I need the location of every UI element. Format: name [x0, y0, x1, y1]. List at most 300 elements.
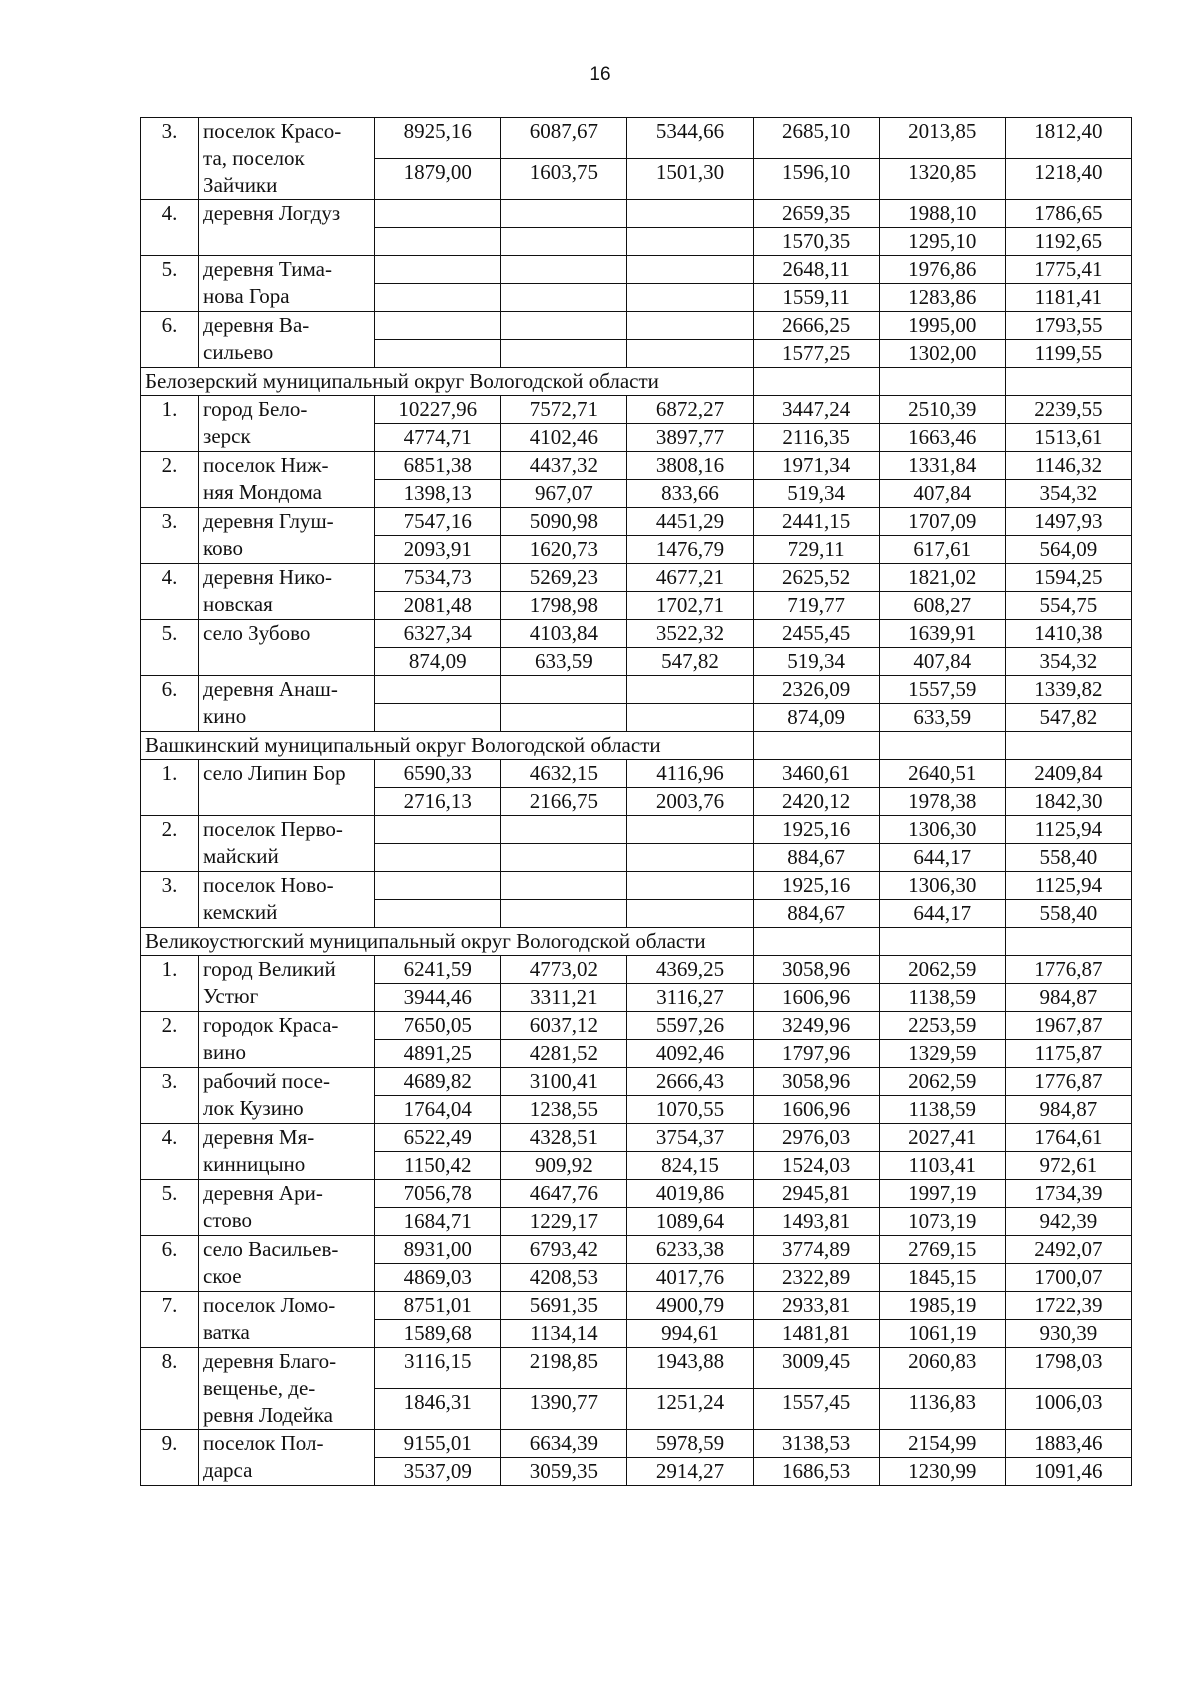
value-cell: 1501,30	[627, 159, 753, 200]
table-row	[141, 312, 1132, 340]
value-cell: 3009,45	[753, 1348, 879, 1389]
settlement-name	[199, 564, 375, 620]
value-cell: 2666,25	[753, 312, 879, 340]
value-cell	[375, 900, 501, 928]
value-cell: 7547,16	[375, 508, 501, 536]
value-cell	[501, 676, 627, 704]
value-cell: 4451,29	[627, 508, 753, 536]
value-cell: 6037,12	[501, 1012, 627, 1040]
value-cell: 4208,53	[501, 1264, 627, 1292]
value-cell: 4102,46	[501, 424, 627, 452]
value-cell	[375, 284, 501, 312]
settlement-name-line: село Липин Бор	[203, 761, 346, 785]
row-index: 4.	[141, 200, 199, 256]
value-cell: 1398,13	[375, 480, 501, 508]
settlement-name-line: ревня Лодейка	[203, 1403, 333, 1427]
value-cell: 930,39	[1005, 1320, 1131, 1348]
settlement-name-line: новская	[203, 592, 273, 616]
settlement-name	[199, 1068, 375, 1124]
settlement-name-line: та, поселок	[203, 146, 305, 170]
value-cell: 2062,59	[879, 1068, 1005, 1096]
value-cell: 407,84	[879, 648, 1005, 676]
value-cell: 2441,15	[753, 508, 879, 536]
value-cell: 1846,31	[375, 1389, 501, 1430]
row-index: 6.	[141, 1236, 199, 1292]
value-cell: 1707,09	[879, 508, 1005, 536]
value-cell	[627, 200, 753, 228]
value-cell: 874,09	[375, 648, 501, 676]
value-cell: 942,39	[1005, 1208, 1131, 1236]
value-cell: 2116,35	[753, 424, 879, 452]
value-cell: 2492,07	[1005, 1236, 1131, 1264]
value-cell: 3537,09	[375, 1458, 501, 1486]
settlement-name	[199, 1430, 375, 1486]
value-cell: 3116,15	[375, 1348, 501, 1389]
value-cell: 833,66	[627, 480, 753, 508]
section-title: Великоустюгский муниципальный округ Вологодской области	[141, 928, 754, 956]
table-row	[141, 1348, 1132, 1389]
settlement-name-line: кино	[203, 704, 247, 728]
value-cell: 9155,01	[375, 1430, 501, 1458]
value-cell: 1997,19	[879, 1180, 1005, 1208]
value-cell: 1476,79	[627, 536, 753, 564]
value-cell	[501, 816, 627, 844]
value-cell: 1971,34	[753, 452, 879, 480]
value-cell: 1776,87	[1005, 956, 1131, 984]
value-cell: 884,67	[753, 900, 879, 928]
value-cell: 1925,16	[753, 872, 879, 900]
settlement-name-line: дарса	[203, 1458, 253, 1482]
row-index: 3.	[141, 118, 199, 200]
settlement-name	[199, 508, 375, 564]
value-cell: 1812,40	[1005, 118, 1131, 159]
value-cell: 1283,86	[879, 284, 1005, 312]
value-cell: 1136,83	[879, 1389, 1005, 1430]
value-cell: 2239,55	[1005, 396, 1131, 424]
value-cell: 1181,41	[1005, 284, 1131, 312]
value-cell: 1295,10	[879, 228, 1005, 256]
settlement-name	[199, 956, 375, 1012]
value-cell: 3447,24	[753, 396, 879, 424]
value-cell	[501, 256, 627, 284]
value-cell: 1061,19	[879, 1320, 1005, 1348]
settlement-name	[199, 396, 375, 452]
value-cell: 3897,77	[627, 424, 753, 452]
settlement-name-line: город Великий	[203, 957, 336, 981]
value-cell: 1702,71	[627, 592, 753, 620]
value-cell: 633,59	[501, 648, 627, 676]
row-index: 3.	[141, 508, 199, 564]
value-cell: 2648,11	[753, 256, 879, 284]
row-index: 2.	[141, 452, 199, 508]
value-cell	[627, 284, 753, 312]
value-cell: 4328,51	[501, 1124, 627, 1152]
value-cell: 6327,34	[375, 620, 501, 648]
value-cell: 1150,42	[375, 1152, 501, 1180]
settlement-name-line: поселок Ниж-	[203, 453, 329, 477]
settlement-name-line: вещенье, де-	[203, 1376, 316, 1400]
table-row	[141, 1236, 1132, 1264]
value-cell: 3460,61	[753, 760, 879, 788]
settlement-name-line: ково	[203, 536, 243, 560]
value-cell: 1134,14	[501, 1320, 627, 1348]
settlement-name	[199, 118, 375, 200]
value-cell: 5691,35	[501, 1292, 627, 1320]
value-cell: 884,67	[753, 844, 879, 872]
value-cell	[375, 228, 501, 256]
settlement-name	[199, 1124, 375, 1180]
value-cell: 3059,35	[501, 1458, 627, 1486]
settlement-name	[199, 452, 375, 508]
settlement-name-line: поселок Перво-	[203, 817, 343, 841]
value-cell: 1639,91	[879, 620, 1005, 648]
value-cell	[627, 816, 753, 844]
value-cell: 1764,04	[375, 1096, 501, 1124]
value-cell: 4437,32	[501, 452, 627, 480]
value-cell: 1410,38	[1005, 620, 1131, 648]
settlement-name-line: Устюг	[203, 984, 259, 1008]
settlement-name-line: поселок Ново-	[203, 873, 334, 897]
table-row	[141, 956, 1132, 984]
settlement-name	[199, 1012, 375, 1068]
section-row	[141, 928, 1132, 956]
value-cell: 1988,10	[879, 200, 1005, 228]
settlement-name-line: деревня Ари-	[203, 1181, 323, 1205]
value-cell: 2060,83	[879, 1348, 1005, 1389]
value-cell: 1734,39	[1005, 1180, 1131, 1208]
value-cell: 1764,61	[1005, 1124, 1131, 1152]
value-cell: 1557,59	[879, 676, 1005, 704]
value-cell	[501, 844, 627, 872]
value-cell: 719,77	[753, 592, 879, 620]
value-cell: 4092,46	[627, 1040, 753, 1068]
value-cell: 1251,24	[627, 1389, 753, 1430]
empty-cell	[753, 928, 879, 956]
value-cell: 519,34	[753, 648, 879, 676]
value-cell: 994,61	[627, 1320, 753, 1348]
value-cell: 1302,00	[879, 340, 1005, 368]
value-cell: 5978,59	[627, 1430, 753, 1458]
value-cell: 4116,96	[627, 760, 753, 788]
value-cell: 554,75	[1005, 592, 1131, 620]
value-cell	[501, 312, 627, 340]
settlement-name-line: ское	[203, 1264, 242, 1288]
value-cell: 2769,15	[879, 1236, 1005, 1264]
value-cell: 729,11	[753, 536, 879, 564]
value-cell: 4869,03	[375, 1264, 501, 1292]
value-cell: 1845,15	[879, 1264, 1005, 1292]
value-cell: 1793,55	[1005, 312, 1131, 340]
value-cell: 1775,41	[1005, 256, 1131, 284]
row-index: 1.	[141, 956, 199, 1012]
value-cell: 3808,16	[627, 452, 753, 480]
value-cell: 3311,21	[501, 984, 627, 1012]
value-cell: 1722,39	[1005, 1292, 1131, 1320]
value-cell: 1390,77	[501, 1389, 627, 1430]
value-cell: 4647,76	[501, 1180, 627, 1208]
settlement-name-line: Зайчики	[203, 173, 278, 197]
row-index: 4.	[141, 1124, 199, 1180]
settlement-name-line: деревня Тима-	[203, 257, 332, 281]
value-cell	[501, 872, 627, 900]
value-cell: 6233,38	[627, 1236, 753, 1264]
settlement-name-line: город Бело-	[203, 397, 308, 421]
settlement-name	[199, 760, 375, 816]
value-cell: 3522,32	[627, 620, 753, 648]
value-cell: 1620,73	[501, 536, 627, 564]
value-cell: 1103,41	[879, 1152, 1005, 1180]
value-cell: 4369,25	[627, 956, 753, 984]
value-cell: 1230,99	[879, 1458, 1005, 1486]
value-cell: 1663,46	[879, 424, 1005, 452]
settlement-name-line: вино	[203, 1040, 246, 1064]
value-cell: 8751,01	[375, 1292, 501, 1320]
value-cell: 1138,59	[879, 984, 1005, 1012]
value-cell: 984,87	[1005, 984, 1131, 1012]
value-cell: 3754,37	[627, 1124, 753, 1152]
table-row	[141, 256, 1132, 284]
settlement-name	[199, 676, 375, 732]
value-cell: 2013,85	[879, 118, 1005, 159]
value-cell: 2945,81	[753, 1180, 879, 1208]
settlement-name-line: нова Гора	[203, 284, 290, 308]
row-index: 5.	[141, 1180, 199, 1236]
value-cell: 564,09	[1005, 536, 1131, 564]
value-cell: 1125,94	[1005, 872, 1131, 900]
row-index: 3.	[141, 1068, 199, 1124]
row-index: 2.	[141, 816, 199, 872]
value-cell: 558,40	[1005, 900, 1131, 928]
settlement-name-line: няя Мондома	[203, 480, 322, 504]
settlement-name-line: деревня Мя-	[203, 1125, 315, 1149]
value-cell: 1943,88	[627, 1348, 753, 1389]
value-cell: 1175,87	[1005, 1040, 1131, 1068]
value-cell: 1776,87	[1005, 1068, 1131, 1096]
value-cell	[375, 704, 501, 732]
tariff-table	[140, 117, 1132, 1486]
value-cell: 7572,71	[501, 396, 627, 424]
value-cell: 6241,59	[375, 956, 501, 984]
table-row	[141, 1430, 1132, 1458]
value-cell: 2510,39	[879, 396, 1005, 424]
table-row	[141, 1124, 1132, 1152]
table-row	[141, 760, 1132, 788]
table-row	[141, 872, 1132, 900]
value-cell: 3116,27	[627, 984, 753, 1012]
settlement-name-line: поселок Ломо-	[203, 1293, 336, 1317]
value-cell: 967,07	[501, 480, 627, 508]
empty-cell	[753, 368, 879, 396]
value-cell: 7650,05	[375, 1012, 501, 1040]
value-cell: 1684,71	[375, 1208, 501, 1236]
value-cell: 2659,35	[753, 200, 879, 228]
value-cell: 7056,78	[375, 1180, 501, 1208]
value-cell: 1073,19	[879, 1208, 1005, 1236]
value-cell: 1089,64	[627, 1208, 753, 1236]
section-row	[141, 732, 1132, 760]
settlement-name-line: деревня Глуш-	[203, 509, 334, 533]
settlement-name-line: кинницыно	[203, 1152, 306, 1176]
value-cell: 909,92	[501, 1152, 627, 1180]
value-cell: 1821,02	[879, 564, 1005, 592]
value-cell: 824,15	[627, 1152, 753, 1180]
page-number: 16	[589, 64, 611, 85]
value-cell: 608,27	[879, 592, 1005, 620]
value-cell: 2640,51	[879, 760, 1005, 788]
value-cell: 5090,98	[501, 508, 627, 536]
value-cell	[375, 676, 501, 704]
value-cell: 1306,30	[879, 816, 1005, 844]
settlement-name	[199, 872, 375, 928]
value-cell	[627, 340, 753, 368]
value-cell	[501, 340, 627, 368]
empty-cell	[1005, 928, 1131, 956]
value-cell: 1798,98	[501, 592, 627, 620]
value-cell: 4281,52	[501, 1040, 627, 1068]
settlement-name-line: поселок Пол-	[203, 1431, 324, 1455]
value-cell: 2027,41	[879, 1124, 1005, 1152]
value-cell: 407,84	[879, 480, 1005, 508]
value-cell: 1199,55	[1005, 340, 1131, 368]
value-cell: 874,09	[753, 704, 879, 732]
empty-cell	[753, 732, 879, 760]
row-index: 4.	[141, 564, 199, 620]
value-cell: 2666,43	[627, 1068, 753, 1096]
value-cell: 4017,76	[627, 1264, 753, 1292]
value-cell	[375, 340, 501, 368]
settlement-name	[199, 1236, 375, 1292]
value-cell: 4677,21	[627, 564, 753, 592]
settlement-name-line: лок Кузино	[203, 1096, 304, 1120]
empty-cell	[1005, 732, 1131, 760]
value-cell: 1091,46	[1005, 1458, 1131, 1486]
value-cell: 1798,03	[1005, 1348, 1131, 1389]
settlement-name-line: ватка	[203, 1320, 250, 1344]
value-cell	[627, 900, 753, 928]
settlement-name-line: деревня Нико-	[203, 565, 332, 589]
value-cell: 1497,93	[1005, 508, 1131, 536]
row-index: 6.	[141, 312, 199, 368]
value-cell: 1842,30	[1005, 788, 1131, 816]
table-row	[141, 118, 1132, 159]
value-cell: 644,17	[879, 900, 1005, 928]
value-cell: 2253,59	[879, 1012, 1005, 1040]
value-cell: 1594,25	[1005, 564, 1131, 592]
value-cell: 5269,23	[501, 564, 627, 592]
table-row	[141, 1292, 1132, 1320]
settlement-name-line: деревня Ва-	[203, 313, 310, 337]
value-cell: 2685,10	[753, 118, 879, 159]
value-cell	[627, 872, 753, 900]
value-cell	[627, 704, 753, 732]
value-cell: 2716,13	[375, 788, 501, 816]
value-cell: 2914,27	[627, 1458, 753, 1486]
empty-cell	[1005, 368, 1131, 396]
value-cell	[375, 872, 501, 900]
value-cell: 617,61	[879, 536, 1005, 564]
value-cell: 6634,39	[501, 1430, 627, 1458]
value-cell: 1925,16	[753, 816, 879, 844]
value-cell: 2933,81	[753, 1292, 879, 1320]
value-cell: 1686,53	[753, 1458, 879, 1486]
value-cell: 1603,75	[501, 159, 627, 200]
value-cell	[375, 816, 501, 844]
value-cell: 3058,96	[753, 1068, 879, 1096]
settlement-name	[199, 256, 375, 312]
table-row	[141, 1180, 1132, 1208]
value-cell	[501, 200, 627, 228]
value-cell: 1577,25	[753, 340, 879, 368]
value-cell: 8925,16	[375, 118, 501, 159]
value-cell: 1976,86	[879, 256, 1005, 284]
value-cell: 1320,85	[879, 159, 1005, 200]
value-cell: 2455,45	[753, 620, 879, 648]
value-cell: 4900,79	[627, 1292, 753, 1320]
value-cell: 2625,52	[753, 564, 879, 592]
value-cell	[627, 312, 753, 340]
value-cell: 3249,96	[753, 1012, 879, 1040]
settlement-name	[199, 1180, 375, 1236]
value-cell	[375, 256, 501, 284]
value-cell: 1559,11	[753, 284, 879, 312]
value-cell: 2081,48	[375, 592, 501, 620]
settlement-name-line: поселок Красо-	[203, 119, 342, 143]
settlement-name-line: зерск	[203, 424, 251, 448]
table-row	[141, 508, 1132, 536]
value-cell	[501, 900, 627, 928]
settlement-name-line: село Васильев-	[203, 1237, 339, 1261]
value-cell: 354,32	[1005, 480, 1131, 508]
value-cell: 558,40	[1005, 844, 1131, 872]
row-index: 8.	[141, 1348, 199, 1430]
value-cell: 3774,89	[753, 1236, 879, 1264]
value-cell: 2003,76	[627, 788, 753, 816]
settlement-name-line: деревня Благо-	[203, 1349, 337, 1373]
table-row	[141, 816, 1132, 844]
value-cell: 2154,99	[879, 1430, 1005, 1458]
value-cell	[375, 844, 501, 872]
value-cell: 2093,91	[375, 536, 501, 564]
row-index: 9.	[141, 1430, 199, 1486]
settlement-name	[199, 200, 375, 256]
row-index: 1.	[141, 396, 199, 452]
value-cell: 1570,35	[753, 228, 879, 256]
value-cell: 1879,00	[375, 159, 501, 200]
value-cell: 2166,75	[501, 788, 627, 816]
value-cell	[501, 284, 627, 312]
value-cell	[501, 228, 627, 256]
value-cell: 8931,00	[375, 1236, 501, 1264]
settlement-name	[199, 816, 375, 872]
value-cell: 1331,84	[879, 452, 1005, 480]
value-cell: 1192,65	[1005, 228, 1131, 256]
value-cell: 6851,38	[375, 452, 501, 480]
value-cell: 1995,00	[879, 312, 1005, 340]
value-cell: 1589,68	[375, 1320, 501, 1348]
value-cell: 3100,41	[501, 1068, 627, 1096]
value-cell: 644,17	[879, 844, 1005, 872]
value-cell: 1700,07	[1005, 1264, 1131, 1292]
value-cell: 1797,96	[753, 1040, 879, 1068]
value-cell: 1786,65	[1005, 200, 1131, 228]
value-cell: 3944,46	[375, 984, 501, 1012]
value-cell: 6590,33	[375, 760, 501, 788]
value-cell: 1524,03	[753, 1152, 879, 1180]
value-cell	[627, 844, 753, 872]
section-title: Вашкинский муниципальный округ Вологодской области	[141, 732, 754, 760]
value-cell: 4773,02	[501, 956, 627, 984]
value-cell: 1596,10	[753, 159, 879, 200]
